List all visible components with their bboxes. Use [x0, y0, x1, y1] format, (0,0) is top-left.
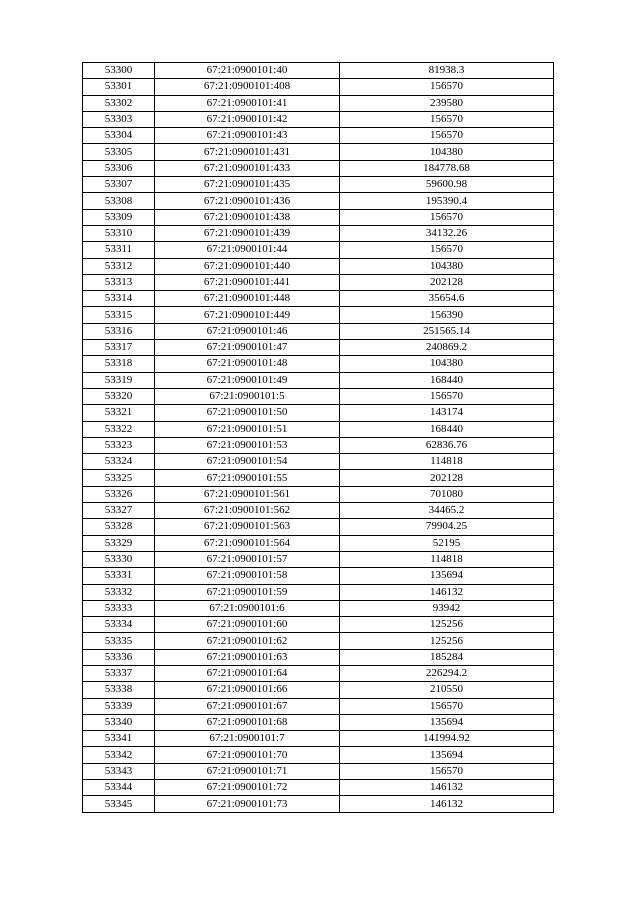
- cadastral-number-cell: 67:21:0900101:41: [155, 95, 340, 111]
- row-number-cell: 53307: [83, 177, 155, 193]
- cadastral-number-cell: 67:21:0900101:72: [155, 780, 340, 796]
- row-number-cell: 53310: [83, 225, 155, 241]
- value-cell: 135694: [340, 568, 554, 584]
- value-cell: 202128: [340, 274, 554, 290]
- table-row: [83, 307, 554, 323]
- row-number-cell: 53331: [83, 568, 155, 584]
- table-row: [83, 291, 554, 307]
- cadastral-number-cell: 67:21:0900101:51: [155, 421, 340, 437]
- table-row: [83, 209, 554, 225]
- table-row: [83, 519, 554, 535]
- value-cell: 104380: [340, 144, 554, 160]
- cadastral-number-cell: 67:21:0900101:439: [155, 225, 340, 241]
- table-row: [83, 274, 554, 290]
- table-row: [83, 79, 554, 95]
- cadastral-number-cell: 67:21:0900101:58: [155, 568, 340, 584]
- value-cell: 701080: [340, 486, 554, 502]
- cadastral-number-cell: 67:21:0900101:563: [155, 519, 340, 535]
- cadastral-number-cell: 67:21:0900101:431: [155, 144, 340, 160]
- value-cell: 146132: [340, 796, 554, 812]
- row-number-cell: 53319: [83, 372, 155, 388]
- row-number-cell: 53311: [83, 242, 155, 258]
- table-body: [83, 63, 554, 813]
- table-row: [83, 682, 554, 698]
- table-row: [83, 535, 554, 551]
- row-number-cell: 53327: [83, 503, 155, 519]
- row-number-cell: 53342: [83, 747, 155, 763]
- cadastral-number-cell: 67:21:0900101:53: [155, 437, 340, 453]
- table-row: [83, 780, 554, 796]
- row-number-cell: 53330: [83, 551, 155, 567]
- cadastral-number-cell: 67:21:0900101:49: [155, 372, 340, 388]
- table-row: [83, 649, 554, 665]
- value-cell: 251565.14: [340, 323, 554, 339]
- table-row: [83, 111, 554, 127]
- cadastral-number-cell: 67:21:0900101:42: [155, 111, 340, 127]
- cadastral-number-cell: 67:21:0900101:54: [155, 454, 340, 470]
- value-cell: 81938.3: [340, 63, 554, 79]
- row-number-cell: 53324: [83, 454, 155, 470]
- value-cell: 114818: [340, 551, 554, 567]
- row-number-cell: 53306: [83, 160, 155, 176]
- value-cell: 35654.6: [340, 291, 554, 307]
- value-cell: 168440: [340, 421, 554, 437]
- table-row: [83, 568, 554, 584]
- value-cell: 135694: [340, 747, 554, 763]
- row-number-cell: 53338: [83, 682, 155, 698]
- table-row: [83, 323, 554, 339]
- cadastral-number-cell: 67:21:0900101:435: [155, 177, 340, 193]
- cadastral-number-cell: 67:21:0900101:438: [155, 209, 340, 225]
- data-table: [82, 62, 554, 813]
- cadastral-number-cell: 67:21:0900101:62: [155, 633, 340, 649]
- row-number-cell: 53313: [83, 274, 155, 290]
- row-number-cell: 53335: [83, 633, 155, 649]
- value-cell: 156570: [340, 763, 554, 779]
- table-row: [83, 177, 554, 193]
- table-row: [83, 193, 554, 209]
- cadastral-number-cell: 67:21:0900101:60: [155, 617, 340, 633]
- table-row: [83, 600, 554, 616]
- cadastral-number-cell: 67:21:0900101:67: [155, 698, 340, 714]
- value-cell: 104380: [340, 258, 554, 274]
- cadastral-number-cell: 67:21:0900101:44: [155, 242, 340, 258]
- row-number-cell: 53308: [83, 193, 155, 209]
- row-number-cell: 53334: [83, 617, 155, 633]
- table-row: [83, 421, 554, 437]
- value-cell: 240869.2: [340, 340, 554, 356]
- value-cell: 184778.68: [340, 160, 554, 176]
- table-row: [83, 763, 554, 779]
- cadastral-number-cell: 67:21:0900101:436: [155, 193, 340, 209]
- cadastral-number-cell: 67:21:0900101:63: [155, 649, 340, 665]
- cadastral-number-cell: 67:21:0900101:408: [155, 79, 340, 95]
- table-row: [83, 160, 554, 176]
- value-cell: 239580: [340, 95, 554, 111]
- table-row: [83, 356, 554, 372]
- row-number-cell: 53325: [83, 470, 155, 486]
- value-cell: 156390: [340, 307, 554, 323]
- table-row: [83, 388, 554, 404]
- table-row: [83, 128, 554, 144]
- cadastral-number-cell: 67:21:0900101:66: [155, 682, 340, 698]
- table-row: [83, 63, 554, 79]
- value-cell: 141994.92: [340, 731, 554, 747]
- value-cell: 62836.76: [340, 437, 554, 453]
- row-number-cell: 53345: [83, 796, 155, 812]
- cadastral-number-cell: 67:21:0900101:73: [155, 796, 340, 812]
- row-number-cell: 53318: [83, 356, 155, 372]
- value-cell: 143174: [340, 405, 554, 421]
- cadastral-number-cell: 67:21:0900101:6: [155, 600, 340, 616]
- table-row: [83, 551, 554, 567]
- table-row: [83, 144, 554, 160]
- cadastral-number-cell: 67:21:0900101:40: [155, 63, 340, 79]
- cadastral-number-cell: 67:21:0900101:55: [155, 470, 340, 486]
- value-cell: 146132: [340, 584, 554, 600]
- row-number-cell: 53329: [83, 535, 155, 551]
- table-row: [83, 454, 554, 470]
- row-number-cell: 53302: [83, 95, 155, 111]
- row-number-cell: 53305: [83, 144, 155, 160]
- cadastral-number-cell: 67:21:0900101:43: [155, 128, 340, 144]
- row-number-cell: 53316: [83, 323, 155, 339]
- table-row: [83, 747, 554, 763]
- table-row: [83, 486, 554, 502]
- cadastral-number-cell: 67:21:0900101:68: [155, 714, 340, 730]
- cadastral-number-cell: 67:21:0900101:46: [155, 323, 340, 339]
- value-cell: 156570: [340, 242, 554, 258]
- cadastral-number-cell: 67:21:0900101:562: [155, 503, 340, 519]
- table-row: [83, 617, 554, 633]
- value-cell: 226294.2: [340, 665, 554, 681]
- value-cell: 52195: [340, 535, 554, 551]
- table-row: [83, 731, 554, 747]
- row-number-cell: 53301: [83, 79, 155, 95]
- row-number-cell: 53343: [83, 763, 155, 779]
- row-number-cell: 53337: [83, 665, 155, 681]
- row-number-cell: 53332: [83, 584, 155, 600]
- cadastral-number-cell: 67:21:0900101:64: [155, 665, 340, 681]
- row-number-cell: 53321: [83, 405, 155, 421]
- row-number-cell: 53341: [83, 731, 155, 747]
- row-number-cell: 53315: [83, 307, 155, 323]
- row-number-cell: 53312: [83, 258, 155, 274]
- cadastral-number-cell: 67:21:0900101:47: [155, 340, 340, 356]
- value-cell: 156570: [340, 111, 554, 127]
- row-number-cell: 53304: [83, 128, 155, 144]
- cadastral-number-cell: 67:21:0900101:561: [155, 486, 340, 502]
- table-row: [83, 698, 554, 714]
- table-row: [83, 470, 554, 486]
- value-cell: 34132.26: [340, 225, 554, 241]
- row-number-cell: 53339: [83, 698, 155, 714]
- value-cell: 34465.2: [340, 503, 554, 519]
- row-number-cell: 53317: [83, 340, 155, 356]
- cadastral-number-cell: 67:21:0900101:50: [155, 405, 340, 421]
- value-cell: 156570: [340, 79, 554, 95]
- row-number-cell: 53328: [83, 519, 155, 535]
- value-cell: 125256: [340, 617, 554, 633]
- value-cell: 79904.25: [340, 519, 554, 535]
- cadastral-number-cell: 67:21:0900101:71: [155, 763, 340, 779]
- value-cell: 156570: [340, 209, 554, 225]
- table-row: [83, 340, 554, 356]
- value-cell: 195390.4: [340, 193, 554, 209]
- table-row: [83, 258, 554, 274]
- value-cell: 125256: [340, 633, 554, 649]
- cadastral-number-cell: 67:21:0900101:433: [155, 160, 340, 176]
- table-row: [83, 225, 554, 241]
- row-number-cell: 53309: [83, 209, 155, 225]
- table-row: [83, 584, 554, 600]
- value-cell: 156570: [340, 388, 554, 404]
- cadastral-number-cell: 67:21:0900101:7: [155, 731, 340, 747]
- cadastral-number-cell: 67:21:0900101:449: [155, 307, 340, 323]
- row-number-cell: 53322: [83, 421, 155, 437]
- table-row: [83, 633, 554, 649]
- cadastral-number-cell: 67:21:0900101:59: [155, 584, 340, 600]
- row-number-cell: 53344: [83, 780, 155, 796]
- cadastral-number-cell: 67:21:0900101:564: [155, 535, 340, 551]
- cadastral-number-cell: 67:21:0900101:448: [155, 291, 340, 307]
- row-number-cell: 53320: [83, 388, 155, 404]
- value-cell: 104380: [340, 356, 554, 372]
- row-number-cell: 53333: [83, 600, 155, 616]
- value-cell: 93942: [340, 600, 554, 616]
- cadastral-number-cell: 67:21:0900101:441: [155, 274, 340, 290]
- row-number-cell: 53303: [83, 111, 155, 127]
- table-row: [83, 405, 554, 421]
- cadastral-number-cell: 67:21:0900101:57: [155, 551, 340, 567]
- table-row: [83, 95, 554, 111]
- row-number-cell: 53323: [83, 437, 155, 453]
- value-cell: 114818: [340, 454, 554, 470]
- row-number-cell: 53300: [83, 63, 155, 79]
- value-cell: 185284: [340, 649, 554, 665]
- cadastral-number-cell: 67:21:0900101:48: [155, 356, 340, 372]
- row-number-cell: 53340: [83, 714, 155, 730]
- value-cell: 135694: [340, 714, 554, 730]
- cadastral-number-cell: 67:21:0900101:5: [155, 388, 340, 404]
- table-row: [83, 372, 554, 388]
- value-cell: 156570: [340, 128, 554, 144]
- value-cell: 146132: [340, 780, 554, 796]
- value-cell: 168440: [340, 372, 554, 388]
- row-number-cell: 53336: [83, 649, 155, 665]
- value-cell: 59600.98: [340, 177, 554, 193]
- value-cell: 202128: [340, 470, 554, 486]
- table-row: [83, 796, 554, 812]
- cadastral-number-cell: 67:21:0900101:70: [155, 747, 340, 763]
- value-cell: 156570: [340, 698, 554, 714]
- value-cell: 210550: [340, 682, 554, 698]
- table-row: [83, 665, 554, 681]
- cadastral-number-cell: 67:21:0900101:440: [155, 258, 340, 274]
- table-row: [83, 437, 554, 453]
- row-number-cell: 53326: [83, 486, 155, 502]
- table-row: [83, 503, 554, 519]
- table-row: [83, 242, 554, 258]
- row-number-cell: 53314: [83, 291, 155, 307]
- table-row: [83, 714, 554, 730]
